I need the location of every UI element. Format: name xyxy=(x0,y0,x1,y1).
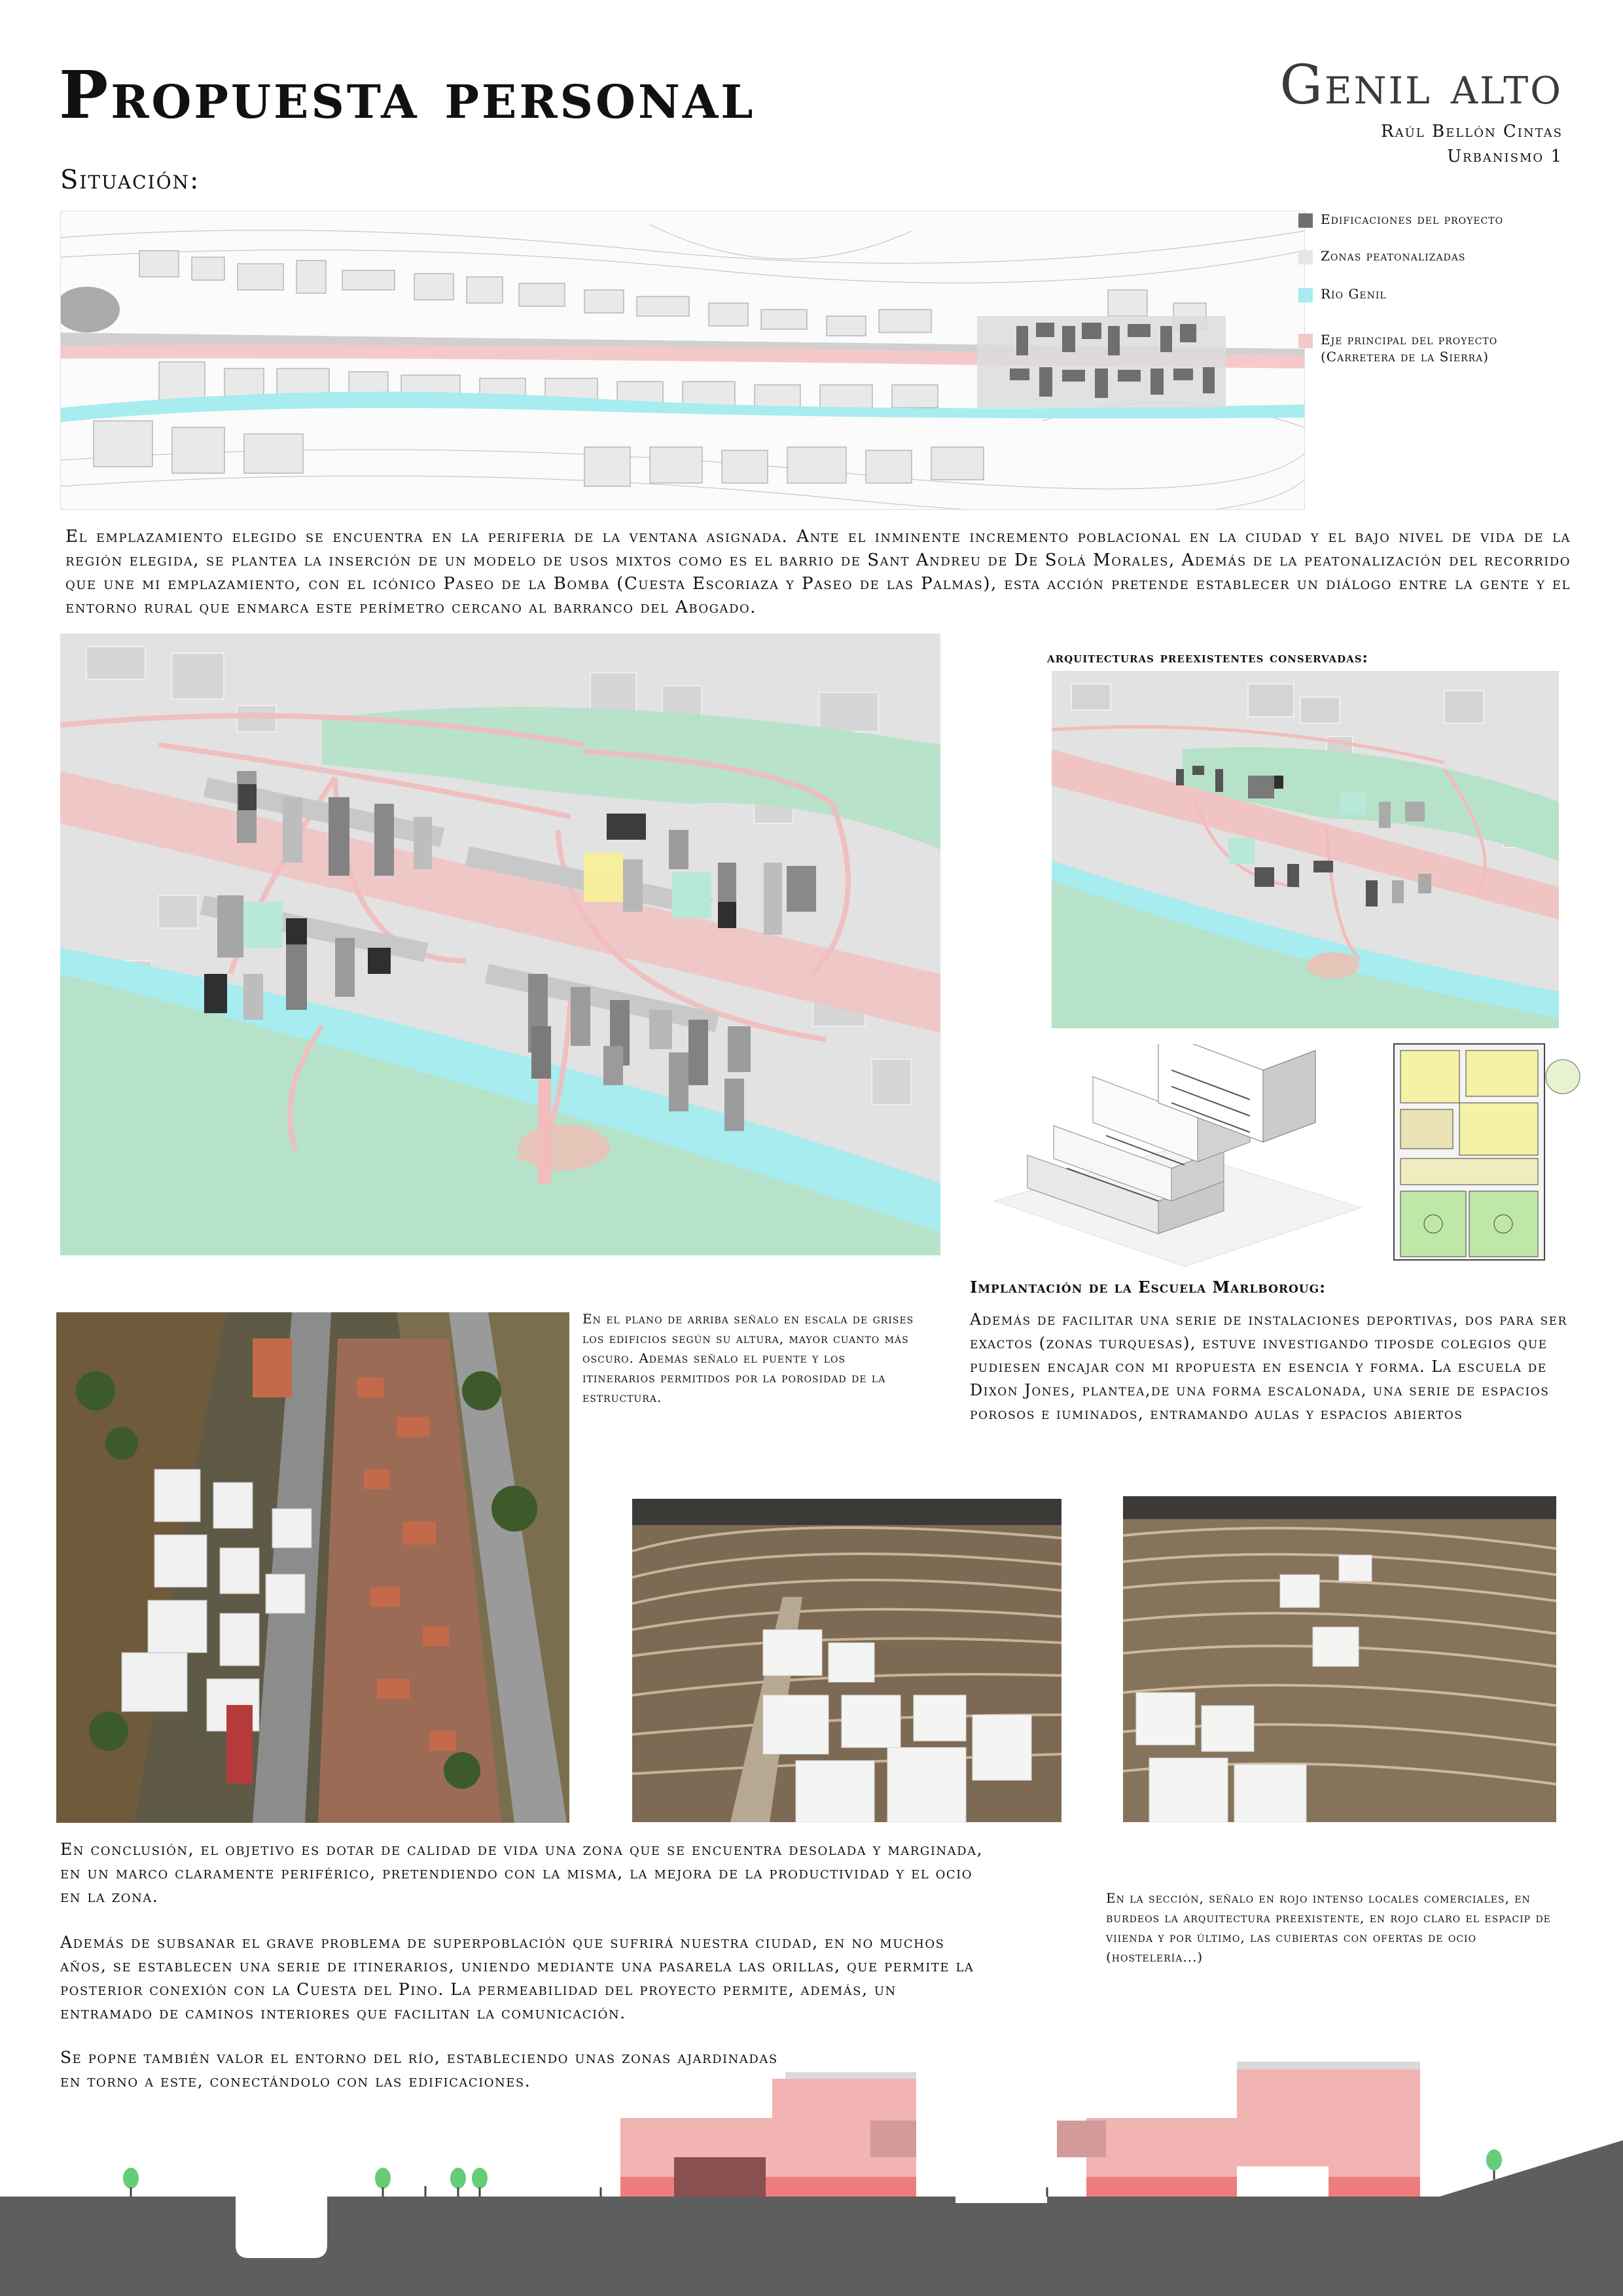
legend-river-label: Río Genil xyxy=(1321,286,1387,302)
section-drawing xyxy=(0,2062,1623,2296)
preexisting-plan xyxy=(1052,671,1559,1028)
course-name: Urbanismo 1 xyxy=(1447,147,1563,166)
legend-axis-label2: (Carretera de la Sierra) xyxy=(1321,349,1489,365)
legend-buildings-label: Edificaciones del proyecto xyxy=(1321,211,1504,227)
plan-note: En el plano de arriba señalo en escala de grises los edificios según su altura, mayor cuanto más oscuro. Además señalo el puente y los itinerarios permitidos por la porosidad de la estructura. xyxy=(582,1311,914,1405)
school-axonometric xyxy=(988,1044,1368,1273)
legend-axis-swatch xyxy=(1298,334,1313,348)
conclusion-p1: En conclusión, el objetivo es dotar de calidad de vida una zona que se encuentra desolada y marginada, en un marco claramente periférico, pretendiendo con la misma, la mejora de la productividad y el ocio en la zona. xyxy=(60,1840,984,1906)
legend-pedestrian-label: Zonas peatonalizadas xyxy=(1321,248,1466,264)
intro-paragraph: El emplazamiento elegido se encuentra en la periferia de la ventana asignada. Ante el inminente incremento poblacional en la ciudad y el bajo nivel de vida de la región elegida, se plantea la inserción de un modelo de usos mixtos como es el barrio de Sant Andreu de De Solá Morales, Además de la peatonalización del recorrido que une mi emplazamiento, con el icónico Paseo de la Bomba (Cuesta Escoriaza y Paseo de las Palmas), esta acción pretende establecer un diálogo entre la gente y el entorno rural que enmarca este perímetro cercano al barranco del Abogado. xyxy=(65,527,1571,617)
legend-river xyxy=(1321,285,1387,302)
main-plan xyxy=(60,634,940,1255)
situation-heading: Situación: xyxy=(60,165,200,195)
section-note: En la sección, señalo en rojo intenso locales comerciales, en burdeos la arquitectura preexistente, en rojo claro el espacip de viienda y por último, las cubiertas con ofertas de ocio (hostelería...) xyxy=(1106,1890,1551,1965)
legend-axis-label: Eje principal del proyecto xyxy=(1321,332,1498,348)
marlborough-text: Además de facilitar una serie de instalaciones deportivas, dos para ser exactos (zonas turquesas), estuve investigando tiposde colegios que pudiesen encajar con mi rpopuesta en esencia y forma. La escuela de Dixon Jones, plantea,de una forma escalonada, una serie de espacios porosos e iuminados, entramando aulas y espacios abiertos xyxy=(970,1310,1567,1423)
legend-river-swatch xyxy=(1298,288,1313,302)
model-photo-2 xyxy=(1123,1496,1556,1822)
page-title: Propuesta personal xyxy=(59,56,756,134)
author-name: Raúl Bellón Cintas xyxy=(1381,122,1563,141)
preexisting-heading: arquitecturas preexistentes conservadas: xyxy=(1047,649,1368,666)
project-name: Genil alto xyxy=(1279,54,1563,117)
legend-buildings-swatch xyxy=(1298,213,1313,228)
model-photo-1 xyxy=(632,1499,1061,1822)
conclusion-p2: Además de subsanar el grave problema de superpoblación que sufrirá nuestra ciudad, en no muchos años, se establecen una serie de itinerarios, uniendo mediante una pasarela las orillas, que permite la posterior conexión con la Cuesta del Pino. La permeabilidad del proyecto permite, además, un entramado de caminos interiores que facilitan la comunicación. xyxy=(60,1933,974,2022)
legend-buildings xyxy=(1321,211,1503,228)
school-plan xyxy=(1387,1037,1584,1263)
legend-pedestrian-swatch xyxy=(1298,250,1313,264)
legend-pedestrian xyxy=(1321,247,1465,264)
marlborough-heading: Implantación de la Escuela Marlboroug: xyxy=(970,1278,1327,1297)
conclusion-p3: Se popne también valor el entorno del río, estableciendo unas zonas ajardinadas en torno a este, conectándolo con las edificaciones. xyxy=(60,2048,778,2090)
situation-map xyxy=(60,211,1305,510)
legend-axis xyxy=(1321,331,1497,365)
aerial-photo xyxy=(56,1312,569,1823)
author-block xyxy=(1381,119,1563,169)
